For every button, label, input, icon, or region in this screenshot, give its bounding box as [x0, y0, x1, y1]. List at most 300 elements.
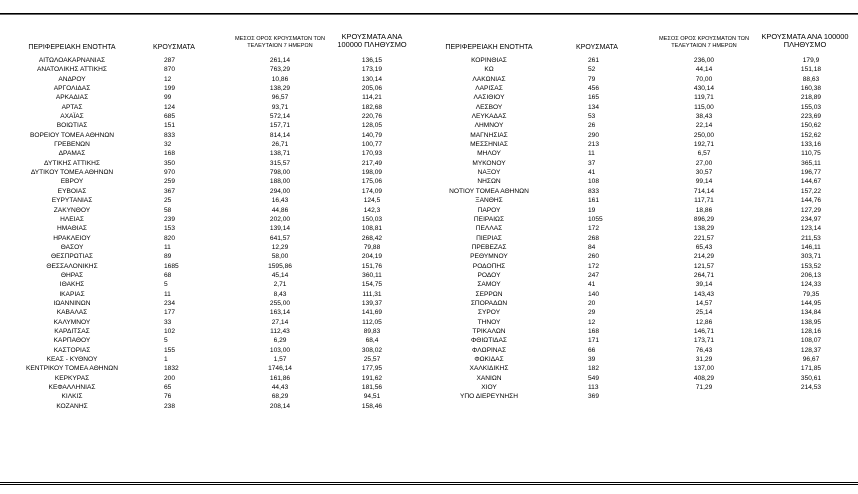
region-name-cell: ΧΑΛΚΙΔΙΚΗΣ [469, 365, 509, 373]
region-name-cell: ΑΡΤΑΣ [61, 103, 83, 111]
per-100k-cell: 128,05 [361, 122, 383, 130]
per-100k-cell: 181,56 [361, 384, 383, 392]
region-name-cell: ΚΟΡΙΝΘΙΑΣ [471, 57, 507, 64]
avg-7day-cell: 44,14 [695, 66, 713, 74]
cases-cell: 37 [588, 159, 596, 167]
cases-cell: 213 [588, 141, 600, 149]
avg-7day-cell: 138,29 [693, 225, 715, 233]
bottom-rule-secondary [0, 484, 858, 485]
cases-cell: 833 [588, 187, 600, 195]
region-name-cell: ΜΑΓΝΗΣΙΑΣ [470, 131, 508, 139]
avg-7day-cell: 22,14 [695, 122, 713, 130]
per-100k-cell: 174,09 [361, 187, 383, 195]
cases-cell: 113 [588, 384, 599, 392]
cases-cell: 66 [588, 346, 596, 354]
cases-cell: 870 [164, 66, 176, 74]
cases-cell: 820 [164, 234, 176, 242]
avg-7day-cell: 26,71 [271, 141, 289, 149]
avg-7day-cell: 12,86 [695, 318, 713, 326]
per-100k-cell: 350,61 [800, 374, 822, 382]
cases-cell: 19 [588, 206, 596, 214]
per-100k-cell: 155,03 [800, 103, 822, 111]
per-100k-cell: 171,85 [800, 365, 822, 373]
per-100k-cell: 108,07 [800, 337, 822, 345]
region-name-cell: ΠΑΡΟΥ [477, 206, 501, 214]
cases-cell: 165 [588, 94, 600, 102]
avg-7day-cell: 188,00 [269, 178, 291, 186]
left-avg-column [254, 56, 306, 411]
avg-7day-cell: 173,71 [693, 337, 715, 345]
cases-cell: 89 [164, 253, 172, 261]
avg-7day-cell: 30,57 [695, 169, 713, 177]
avg-7day-cell: 14,57 [695, 299, 713, 307]
cases-cell: 53 [588, 113, 596, 121]
per-100k-cell: 365,11 [801, 159, 821, 167]
per-100k-cell: 110,75 [801, 150, 821, 158]
per-100k-cell: 268,42 [361, 234, 383, 242]
region-name-cell: ΗΜΑΘΙΑΣ [57, 225, 87, 233]
avg-7day-cell: 408,29 [693, 374, 715, 382]
avg-7day-cell: 430,14 [693, 85, 715, 93]
avg-7day-cell: 192,71 [693, 141, 715, 149]
cases-cell: 1832 [164, 365, 179, 373]
region-name-cell: ΝΟΤΙΟΥ ΤΟΜΕΑ ΑΘΗΝΩΝ [449, 187, 529, 195]
avg-7day-cell: 76,43 [695, 346, 713, 354]
cases-cell: 238 [164, 402, 176, 410]
avg-7day-cell: 641,57 [269, 234, 291, 242]
cases-cell: 108 [588, 178, 600, 186]
region-name-cell: ΛΗΜΝΟΥ [474, 122, 504, 130]
avg-7day-cell: 18,86 [695, 206, 713, 214]
cases-cell: 11 [164, 290, 171, 298]
region-name-cell: ΙΘΑΚΗΣ [59, 281, 85, 289]
per-100k-cell: 88,63 [802, 75, 820, 83]
region-name-cell: ΧΑΝΙΩΝ [476, 374, 502, 382]
region-name-cell: ΥΠΟ ΔΙΕΡΕΥΝΗΣΗ [460, 393, 518, 401]
cases-cell: 41 [588, 169, 596, 177]
right-avg-column [678, 56, 730, 402]
cases-cell: 20 [588, 299, 596, 307]
per-100k-cell: 198,09 [361, 169, 383, 177]
region-name-cell: ΞΑΝΘΗΣ [475, 197, 503, 205]
per-100k-cell: 308,02 [361, 346, 383, 354]
avg-7day-cell: 572,14 [269, 113, 291, 121]
bottom-rule [0, 482, 858, 483]
cases-cell: 29 [588, 309, 596, 317]
region-name-cell: ΚΑΛΥΜΝΟΥ [53, 318, 91, 326]
right-cases-column [588, 56, 628, 402]
cases-cell: 11 [588, 150, 595, 158]
cases-cell: 33 [164, 318, 172, 326]
cases-cell: 171 [588, 337, 600, 345]
cases-cell: 153 [164, 225, 176, 233]
per-100k-cell: 217,49 [361, 159, 383, 167]
region-name-cell: ΕΒΡΟΥ [60, 178, 84, 186]
per-100k-cell: 94,51 [363, 393, 381, 401]
cases-cell: 549 [588, 374, 600, 382]
avg-7day-cell: 65,43 [695, 243, 713, 251]
cases-cell: 833 [164, 131, 176, 139]
per-100k-cell: 139,37 [361, 299, 383, 307]
per-100k-cell: 140,79 [361, 131, 383, 139]
region-name-cell: ΦΛΩΡΙΝΑΣ [471, 346, 507, 354]
region-name-cell: ΛΑΡΙΣΑΣ [475, 85, 503, 93]
cases-cell: 79 [588, 75, 596, 83]
per-100k-cell: 170,93 [361, 150, 383, 158]
avg-7day-cell: 119,71 [694, 94, 714, 102]
region-name-cell: ΑΡΓΟΛΙΔΑΣ [53, 85, 91, 93]
region-name-cell: ΘΕΣΠΡΩΤΙΑΣ [50, 253, 94, 261]
avg-7day-cell: 139,14 [269, 225, 291, 233]
per-100k-cell: 153,52 [800, 262, 822, 270]
cases-cell: 172 [588, 262, 600, 270]
cases-cell: 367 [164, 187, 176, 195]
avg-7day-cell: 121,57 [693, 262, 715, 270]
left-region-column [4, 56, 140, 411]
avg-7day-cell: 1595,86 [268, 262, 292, 270]
region-name-cell: ΑΙΤΩΛΟΑΚΑΡΝΑΝΙΑΣ [38, 57, 106, 64]
region-name-cell: ΛΕΥΚΑΔΑΣ [471, 113, 507, 121]
region-name-cell: ΔΡΑΜΑΣ [58, 150, 86, 158]
per-100k-cell: 204,19 [361, 253, 383, 261]
region-name-cell: ΚΑΡΠΑΘΟΥ [53, 337, 91, 345]
region-name-cell: ΝΑΞΟΥ [477, 169, 501, 177]
region-name-cell: ΜΥΚΟΝΟΥ [472, 159, 506, 167]
region-name-cell: ΤΗΝΟΥ [477, 318, 501, 326]
region-name-cell: ΒΟΙΩΤΙΑΣ [56, 122, 88, 130]
avg-7day-cell: 255,00 [269, 299, 291, 307]
avg-7day-cell: 214,29 [693, 253, 715, 261]
per-100k-cell: 96,67 [802, 356, 820, 363]
avg-7day-cell: 250,00 [693, 131, 715, 139]
avg-7day-cell: 38,43 [695, 113, 713, 121]
per-100k-cell: 114,21 [362, 94, 382, 102]
cases-cell: 1055 [588, 215, 603, 223]
region-name-cell: ΣΥΡΟΥ [477, 309, 501, 317]
avg-7day-cell: 157,71 [269, 122, 291, 130]
avg-7day-cell: 71,29 [695, 384, 713, 392]
avg-7day-cell [678, 392, 730, 401]
avg-7day-cell: 70,00 [695, 75, 713, 83]
left-per100k-column [350, 56, 394, 411]
region-name-cell: ΘΑΣΟΥ [60, 243, 84, 251]
avg-7day-cell: 96,57 [271, 94, 289, 102]
region-name-cell: ΚΕΦΑΛΛΗΝΙΑΣ [48, 384, 96, 392]
per-100k-cell: 151,18 [800, 66, 822, 74]
region-name-cell: ΠΕΛΛΑΣ [475, 225, 503, 233]
cases-cell: 58 [164, 206, 172, 214]
region-name-cell: ΣΑΜΟΥ [477, 281, 501, 289]
per-100k-cell: 138,95 [800, 318, 822, 326]
per-100k-cell: 124,5 [363, 197, 381, 205]
avg-7day-cell: 294,00 [269, 187, 291, 195]
region-name-cell: ΛΑΚΩΝΙΑΣ [472, 75, 506, 83]
cases-cell: 350 [164, 159, 176, 167]
right-region-column [422, 56, 556, 402]
region-name-cell: ΦΘΙΩΤΙΔΑΣ [471, 337, 507, 345]
per-100k-cell: 150,03 [361, 215, 383, 223]
per-100k-cell: 214,53 [800, 384, 822, 392]
header-left-per100k: ΚΡΟΥΣΜΑΤΑ ΑΝΑ 100000 ΠΛΗΘΥΣΜΟ [337, 32, 407, 50]
region-name-cell: ΣΕΡΡΩΝ [475, 290, 503, 298]
avg-7day-cell: 103,00 [269, 346, 291, 354]
cases-cell: 124 [164, 103, 176, 111]
region-name-cell: ΒΟΡΕΙΟΥ ΤΟΜΕΑ ΑΘΗΝΩΝ [29, 131, 115, 139]
per-100k-cell: 141,69 [361, 309, 383, 317]
cases-cell: 200 [164, 374, 176, 382]
per-100k-cell: 100,77 [361, 141, 383, 149]
per-100k-cell: 220,76 [361, 113, 383, 121]
per-100k-cell: 130,14 [361, 75, 383, 83]
cases-cell: 76 [164, 393, 172, 401]
region-name-cell: ΚΟΖΑΝΗΣ [56, 402, 88, 410]
per-100k-cell: 136,15 [361, 57, 383, 64]
avg-7day-cell: 315,57 [269, 159, 291, 167]
per-100k-cell: 150,62 [800, 122, 822, 130]
region-name-cell: ΑΧΑΪΑΣ [60, 113, 84, 121]
avg-7day-cell: 12,29 [271, 243, 289, 251]
cases-cell: 172 [588, 225, 600, 233]
per-100k-cell: 182,68 [361, 103, 383, 111]
cases-cell: 182 [588, 365, 600, 373]
per-100k-cell: 175,06 [361, 178, 383, 186]
region-name-cell: ΚΑΒΑΛΑΣ [56, 309, 88, 317]
region-name-cell: ΔΥΤΙΚΗΣ ΑΤΤΙΚΗΣ [44, 159, 100, 167]
avg-7day-cell: 161,86 [269, 374, 291, 382]
per-100k-cell: 179,9 [802, 57, 820, 64]
region-name-cell: ΕΥΡΥΤΑΝΙΑΣ [51, 197, 93, 205]
per-100k-cell: 234,97 [800, 215, 822, 223]
avg-7day-cell: 138,71 [269, 150, 291, 158]
cases-cell: 134 [588, 103, 600, 111]
per-100k-cell: 144,76 [800, 197, 822, 205]
cases-cell: 52 [588, 66, 596, 74]
per-100k-cell: 191,62 [361, 374, 383, 382]
avg-7day-cell: 163,14 [269, 309, 291, 317]
header-right-per100k: ΚΡΟΥΣΜΑΤΑ ΑΝΑ 100000 ΠΛΗΘΥΣΜΟ [761, 32, 849, 50]
per-100k-cell: 108,81 [361, 225, 383, 233]
region-name-cell: ΛΕΣΒΟΥ [475, 103, 503, 111]
region-name-cell: ΠΕΙΡΑΙΩΣ [473, 215, 505, 223]
per-100k-cell: 127,29 [800, 206, 822, 214]
region-name-cell: ΡΕΘΥΜΝΟΥ [470, 253, 508, 261]
region-name-cell: ΜΗΛΟΥ [477, 150, 501, 158]
region-name-cell: ΑΝΑΤΟΛΙΚΗΣ ΑΤΤΙΚΗΣ [37, 66, 107, 74]
region-name-cell: ΚΙΛΚΙΣ [61, 393, 83, 401]
cases-cell: 68 [164, 271, 172, 279]
region-name-cell: ΣΠΟΡΑΔΩΝ [470, 299, 508, 307]
region-name-cell: ΕΥΒΟΙΑΣ [57, 187, 87, 195]
per-100k-cell: 111,31 [362, 290, 382, 298]
avg-7day-cell: 58,00 [271, 253, 289, 261]
per-100k-cell: 133,16 [800, 141, 822, 149]
per-100k-cell: 146,11 [801, 243, 821, 251]
cases-cell: 261 [588, 57, 600, 64]
region-name-cell: ΚΕΡΚΥΡΑΣ [54, 374, 90, 382]
region-name-cell: ΡΟΔΟΥ [477, 271, 501, 279]
per-100k-cell: 158,46 [361, 402, 383, 410]
per-100k-cell: 196,77 [800, 169, 822, 177]
region-name-cell: ΦΩΚΙΔΑΣ [474, 356, 504, 363]
cases-cell: 39 [588, 356, 596, 363]
avg-7day-cell: 27,00 [695, 159, 713, 167]
region-name-cell: ΝΗΣΩΝ [477, 178, 501, 186]
avg-7day-cell: 208,14 [269, 402, 291, 410]
per-100k-cell: 134,84 [800, 309, 822, 317]
cases-cell: 685 [164, 113, 176, 121]
region-name-cell: ΘΕΣΣΑΛΟΝΙΚΗΣ [46, 262, 98, 270]
cases-cell: 456 [588, 85, 600, 93]
avg-7day-cell: 236,00 [693, 57, 715, 64]
per-100k-cell: 157,22 [800, 187, 822, 195]
per-100k-cell: 154,75 [361, 281, 383, 289]
avg-7day-cell: 27,14 [271, 318, 289, 326]
per-100k-cell: 128,16 [800, 327, 822, 335]
right-per100k-column [788, 56, 834, 402]
cases-cell: 140 [588, 290, 600, 298]
region-name-cell: ΚΑΡΔΙΤΣΑΣ [54, 327, 90, 335]
avg-7day-cell: 202,00 [269, 215, 291, 223]
per-100k-cell: 206,13 [800, 271, 822, 279]
cases-cell: 25 [164, 197, 172, 205]
header-right-cases: ΚΡΟΥΣΜΑΤΑ [576, 44, 618, 51]
per-100k-cell: 303,71 [800, 253, 822, 261]
region-name-cell: ΡΟΔΟΠΗΣ [472, 262, 506, 270]
region-name-cell: ΚΑΣΤΟΡΙΑΣ [53, 346, 91, 354]
per-100k-cell: 205,06 [361, 85, 383, 93]
per-100k-cell: 79,88 [363, 243, 381, 251]
per-100k-cell: 142,3 [363, 206, 381, 214]
cases-cell: 26 [588, 122, 596, 130]
avg-7day-cell: 39,14 [695, 281, 713, 289]
region-name-cell: ΤΡΙΚΑΛΩΝ [472, 327, 506, 335]
avg-7day-cell: 143,43 [693, 290, 715, 298]
cases-cell: 151 [164, 122, 176, 130]
region-name-cell: ΠΡΕΒΕΖΑΣ [471, 243, 507, 251]
cases-cell: 12 [164, 75, 172, 83]
avg-7day-cell: 1,57 [273, 356, 287, 363]
region-name-cell: ΓΡΕΒΕΝΩΝ [54, 141, 90, 149]
per-100k-cell: 128,37 [800, 346, 822, 354]
per-100k-cell: 124,33 [800, 281, 822, 289]
per-100k-cell: 177,95 [361, 365, 383, 373]
per-100k-cell: 68,4 [365, 337, 379, 345]
cases-cell: 161 [588, 197, 600, 205]
per-100k-cell: 218,89 [800, 94, 822, 102]
region-name-cell: ΙΚΑΡΙΑΣ [59, 290, 85, 298]
region-name-cell: ΔΥΤΙΚΟΥ ΤΟΜΕΑ ΑΘΗΝΩΝ [30, 169, 114, 177]
per-100k-cell: 144,95 [800, 299, 822, 307]
cases-cell: 970 [164, 169, 176, 177]
header-left-avg: ΜΕΣΟΣ ΟΡΟΣ ΚΡΟΥΣΜΑΤΩΝ ΤΩΝ ΤΕΛΕΥΤΑΙΩΝ 7 ΗΜΕΡΩΝ [235, 36, 325, 49]
avg-7day-cell: 6,29 [273, 337, 287, 345]
cases-cell: 32 [164, 141, 172, 149]
cases-cell: 199 [164, 85, 176, 93]
cases-cell: 290 [588, 131, 600, 139]
region-name-cell: ΚΩ [484, 66, 494, 74]
cases-cell: 65 [164, 384, 172, 392]
header-right-region: ΠΕΡΙΦΕΡΕΙΑΚΗ ΕΝΟΤΗΤΑ [445, 44, 533, 51]
cases-cell: 102 [164, 327, 176, 335]
avg-7day-cell: 264,71 [693, 271, 715, 279]
per-100k-cell: 360,11 [362, 271, 382, 279]
avg-7day-cell: 221,57 [693, 234, 715, 242]
cases-cell: 5 [164, 281, 168, 289]
region-name-cell: ΑΝΔΡΟΥ [58, 75, 86, 83]
region-name-cell: ΜΕΣΣΗΝΙΑΣ [470, 141, 508, 149]
region-name-cell: ΧΙΟΥ [481, 384, 497, 392]
per-100k-cell: 79,35 [802, 290, 820, 298]
avg-7day-cell: 138,29 [269, 85, 291, 93]
cases-cell: 41 [588, 281, 596, 289]
cases-cell: 177 [164, 309, 176, 317]
per-100k-cell: 112,05 [362, 318, 382, 326]
cases-cell: 99 [164, 94, 172, 102]
avg-7day-cell: 261,14 [269, 57, 291, 64]
cases-cell: 369 [588, 393, 600, 401]
per-100k-cell: 123,14 [800, 225, 822, 233]
region-name-cell: ΚΕΝΤΡΙΚΟΥ ΤΟΜΕΑ ΑΘΗΝΩΝ [26, 365, 118, 373]
avg-7day-cell: 45,14 [271, 271, 289, 279]
cases-cell: 12 [588, 318, 596, 326]
avg-7day-cell: 763,29 [269, 66, 291, 74]
header-left-region: ΠΕΡΙΦΕΡΕΙΑΚΗ ΕΝΟΤΗΤΑ [28, 44, 116, 51]
avg-7day-cell: 117,71 [694, 197, 714, 205]
header-right-avg: ΜΕΣΟΣ ΟΡΟΣ ΚΡΟΥΣΜΑΤΩΝ ΤΩΝ ΤΕΛΕΥΤΑΙΩΝ 7 ΗΜΕΡΩΝ [659, 36, 749, 49]
per-100k-cell: 152,62 [800, 131, 822, 139]
cases-cell: 11 [164, 243, 171, 251]
cases-cell: 5 [164, 337, 168, 345]
avg-7day-cell: 2,71 [273, 281, 287, 289]
avg-7day-cell: 714,14 [693, 187, 715, 195]
left-cases-column [164, 56, 204, 411]
cases-cell: 168 [588, 327, 600, 335]
region-name-cell: ΙΩΑΝΝΙΝΩΝ [53, 299, 91, 307]
region-name-cell: ΠΙΕΡΙΑΣ [476, 234, 502, 242]
avg-7day-cell: 115,00 [694, 103, 714, 111]
avg-7day-cell: 112,43 [270, 327, 290, 335]
per-100k-cell [788, 392, 834, 401]
region-name-cell: ΗΡΑΚΛΕΙΟΥ [53, 234, 91, 242]
per-100k-cell: 223,69 [800, 113, 822, 121]
avg-7day-cell: 798,00 [269, 169, 291, 177]
region-name-cell: ΑΡΚΑΔΙΑΣ [55, 94, 89, 102]
avg-7day-cell: 137,00 [693, 365, 715, 373]
top-rule-secondary [0, 14, 858, 15]
cases-cell: 268 [588, 234, 600, 242]
avg-7day-cell: 99,14 [695, 178, 713, 186]
avg-7day-cell: 44,43 [271, 384, 289, 392]
avg-7day-cell: 93,71 [271, 103, 289, 111]
avg-7day-cell: 6,57 [697, 150, 711, 158]
region-name-cell: ΚΕΑΣ - ΚΥΘΝΟΥ [46, 356, 98, 363]
avg-7day-cell: 1746,14 [268, 365, 292, 373]
avg-7day-cell: 146,71 [693, 327, 715, 335]
cases-cell: 1685 [164, 262, 179, 270]
region-name-cell: ΗΛΕΙΑΣ [60, 215, 84, 223]
cases-cell: 234 [164, 299, 176, 307]
avg-7day-cell: 8,43 [273, 290, 287, 298]
cases-cell: 155 [164, 346, 176, 354]
avg-7day-cell: 31,29 [695, 356, 713, 363]
cases-cell: 247 [588, 271, 600, 279]
per-100k-cell: 144,67 [800, 178, 822, 186]
cases-cell: 259 [164, 178, 176, 186]
avg-7day-cell: 814,14 [269, 131, 291, 139]
per-100k-cell: 151,76 [361, 262, 383, 270]
cases-cell: 1 [164, 356, 168, 363]
avg-7day-cell: 16,43 [271, 197, 289, 205]
